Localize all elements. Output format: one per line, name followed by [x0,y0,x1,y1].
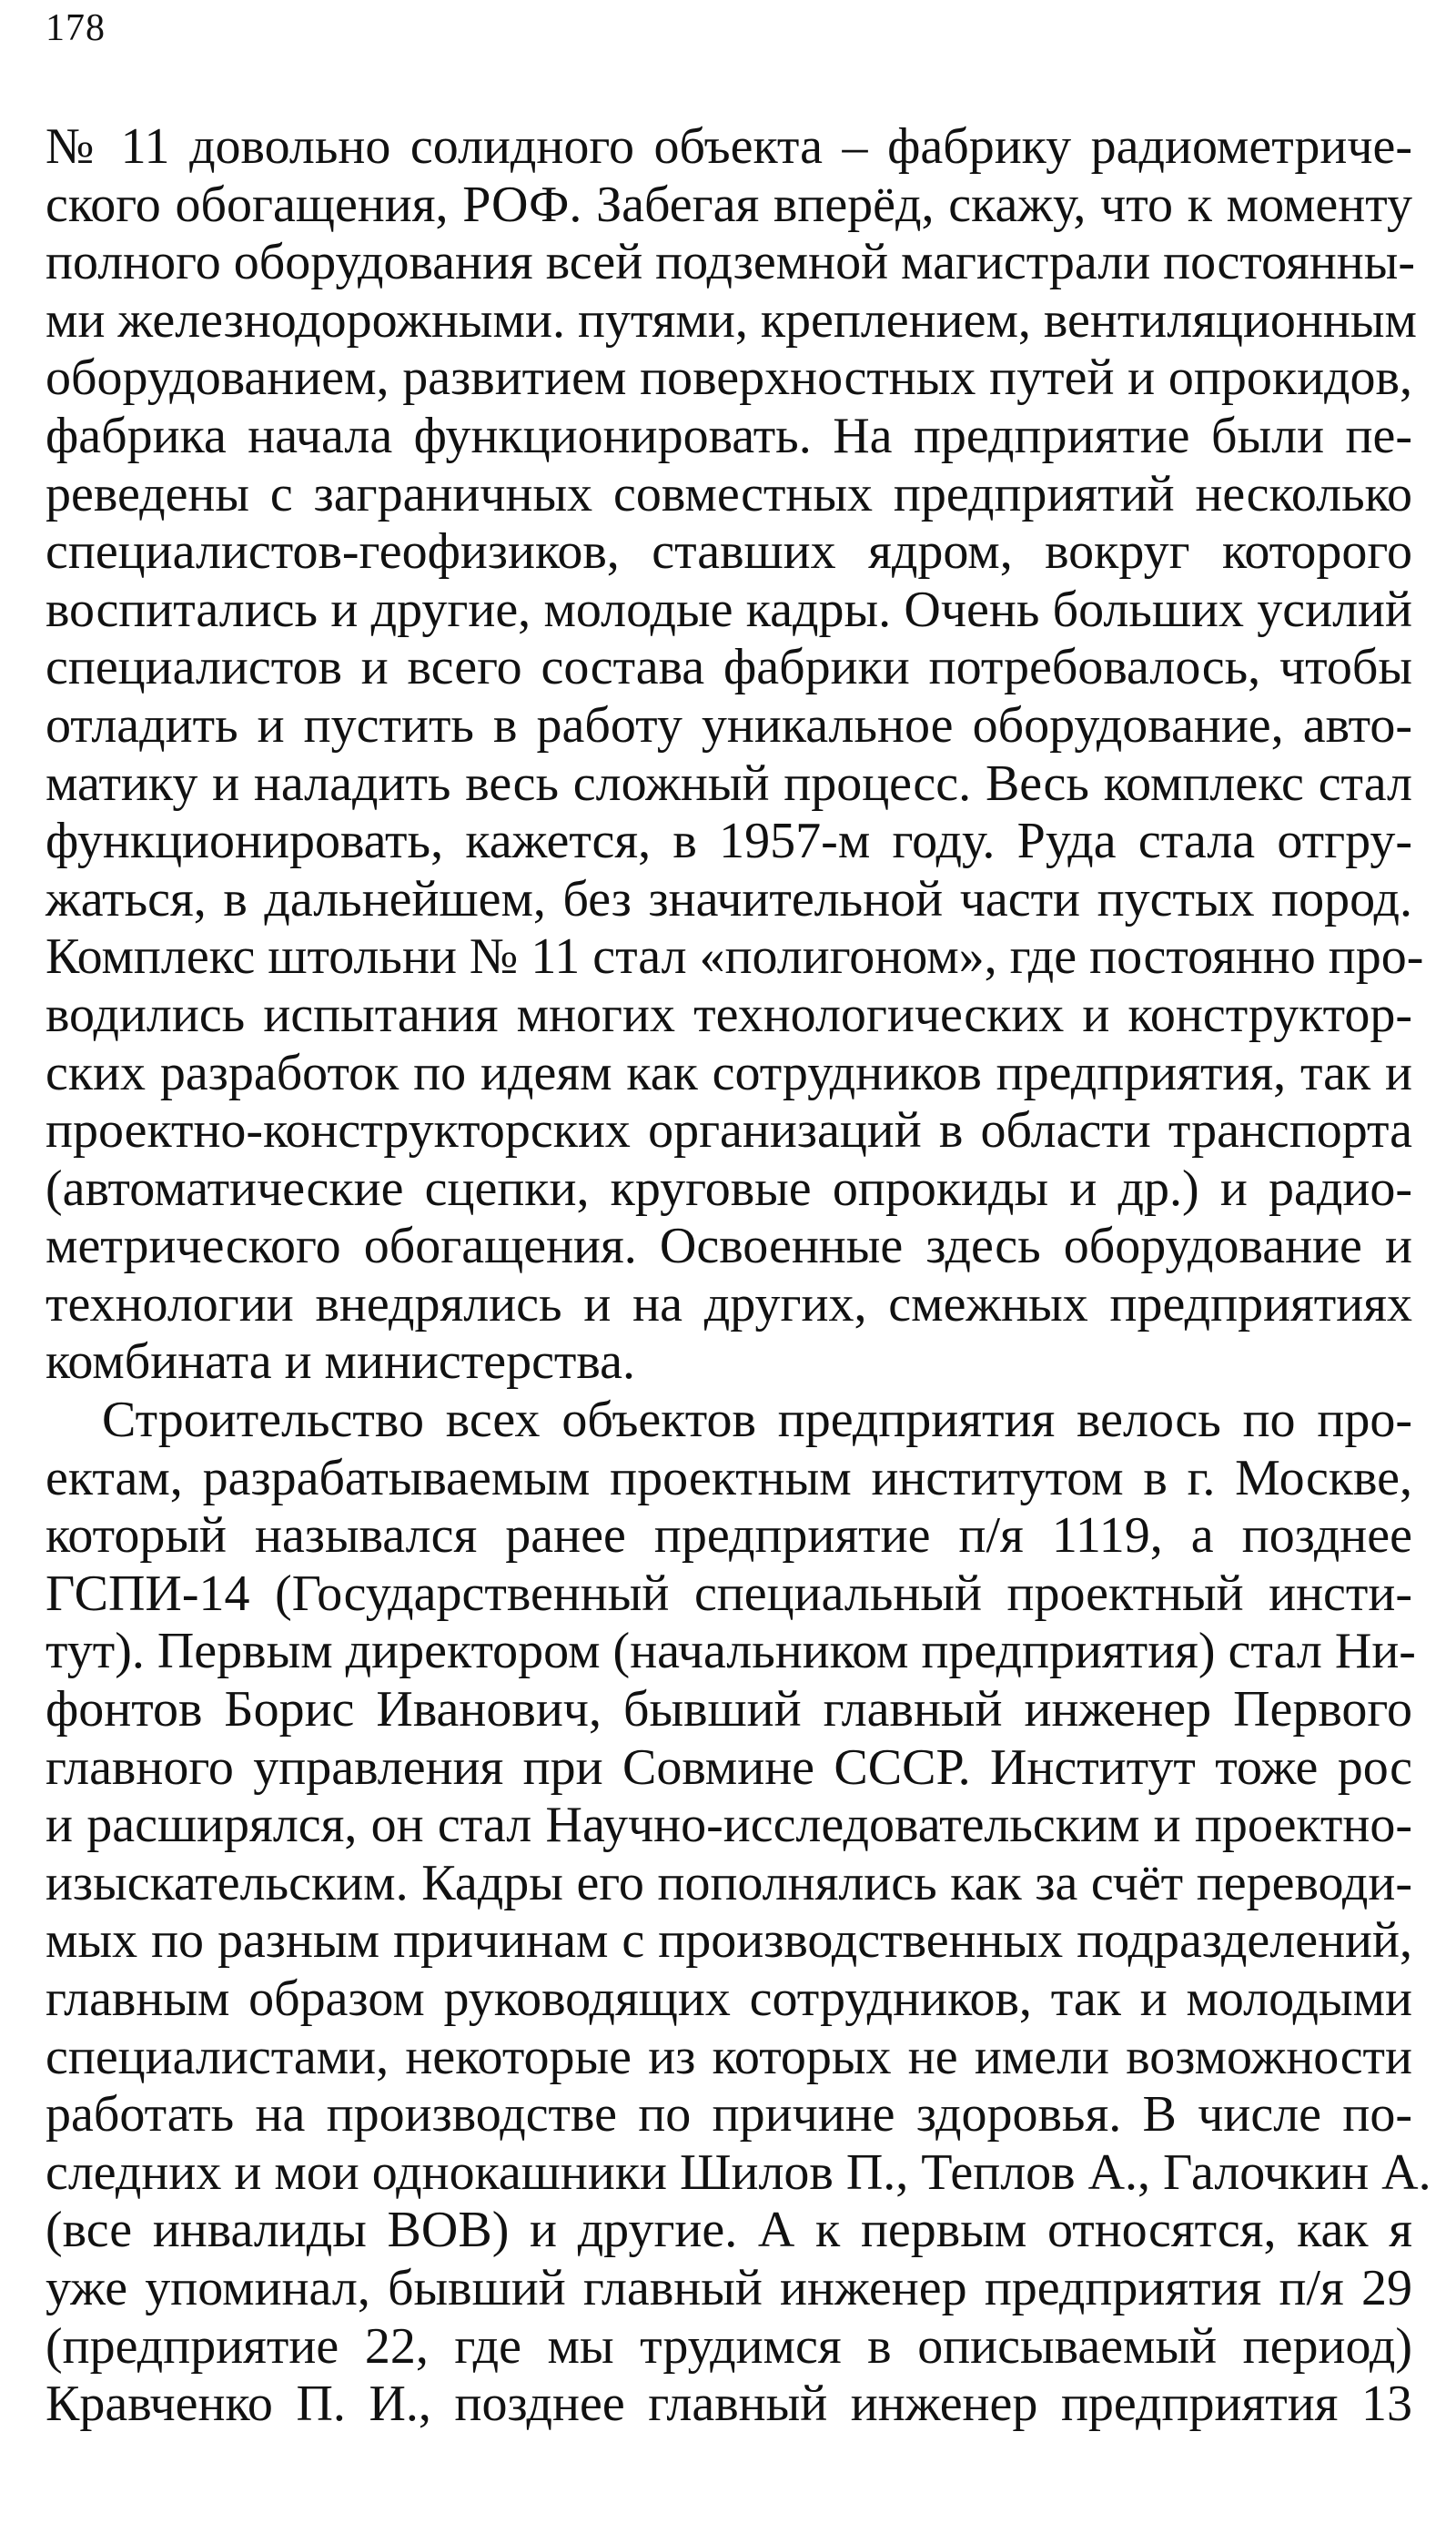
text-line: водились испытания многих технологических и конструктор- [46,986,1412,1043]
text-line: который назывался ранее предприятие п/я 1119, а позднее [46,1507,1412,1565]
text-line: Комплекс штольни № 11 стал «полигоном», где постоянно про- [46,928,1424,986]
text-line: главным образом руководящих сотрудников, так и молодыми [46,1971,1412,2027]
text-line: отладить и пустить в работу уникальное оборудование, авто- [46,696,1412,754]
text-line: фабрика начала функционировать. На предприятие были пе- [46,407,1412,464]
text-line: уже упоминал, бывший главный инженер предприятия п/я 29 [46,2259,1412,2316]
paragraph-2 [46,1392,1431,2434]
text-line: функционировать, кажется, в 1957-м году. Руда стала отгру- [46,813,1412,870]
text-line: оборудованием, развитием поверхностных путей и опрокидов, [46,350,1412,407]
text-line: № 11 довольно солидного объекта – фабрику радиометриче- [46,118,1412,175]
text-line: (автоматические сцепки, круговые опрокиды и др.) и радио- [46,1160,1412,1217]
text-line: (все инвалиды ВОВ) и другие. А к первым относятся, как я [46,2202,1412,2259]
text-line: (предприятие 22, где мы трудимся в описываемый период) [46,2317,1412,2375]
text-line: ского обогащения, РОФ. Забегая вперёд, скажу, что к моменту [46,176,1412,233]
text-line: воспитались и другие, молодые кадры. Очень больших усилий [46,581,1412,638]
text-line: Строительство всех объектов предприятия велось по про- [102,1392,1412,1449]
text-line: комбината и министерства. [46,1333,635,1391]
text-line: ектам, разрабатываемым проектным институтом в г. Москве, [46,1449,1412,1506]
text-line: специалистами, некоторые из которых не имели возможности [46,2028,1412,2085]
body-text [46,118,1431,2434]
text-line: метрического обогащения. Освоенные здесь оборудование и [46,1218,1412,1275]
text-line: изыскательским. Кадры его пополнялись как за счёт переводи- [46,1854,1412,1911]
text-line: матику и наладить весь сложный процесс. Весь комплекс стал [46,755,1412,812]
text-line: мых по разным причинам с производственных подразделений, [46,1912,1412,1970]
text-line: жаться, в дальнейшем, без значительной части пустых пород. [46,870,1412,927]
text-line: и расширялся, он стал Научно-исследовательским и проектно- [46,1797,1412,1854]
text-line: проектно-конструкторских организаций в области транспорта [46,1102,1412,1160]
text-line: реведены с заграничных совместных предприятий несколько [46,465,1412,522]
page-number: 178 [46,7,106,49]
text-line: ских разработок по идеям как сотрудников предприятия, так и [46,1044,1412,1101]
text-line: Кравченко П. И., позднее главный инженер предприятия 13 [46,2376,1412,2433]
paragraph-1 [46,118,1424,1392]
text-line: фонтов Борис Иванович, бывший главный инженер Первого [46,1681,1412,1738]
text-line: специалистов-геофизиков, ставших ядром, вокруг которого [46,523,1412,581]
text-line: технологии внедрялись и на других, смежных предприятиях [46,1275,1412,1332]
text-line: ГСПИ-14 (Государственный специальный проектный инсти- [46,1565,1412,1622]
text-line: специалистов и всего состава фабрики потребовалось, чтобы [46,639,1412,696]
text-line: работать на производстве по причине здоровья. В числе по- [46,2086,1412,2143]
text-line: полного оборудования всей подземной магистрали постоянны- [46,234,1416,291]
text-line: ми железнодорожными. путями, креплением, вентиляционным [46,291,1417,349]
text-line: главного управления при Совмине СССР. Институт тоже рос [46,1738,1412,1796]
text-line: тут). Первым директором (начальником предприятия) стал Ни- [46,1623,1416,1680]
text-line: следних и мои однокашники Шилов П., Теплов А., Галочкин А. [46,2143,1431,2201]
